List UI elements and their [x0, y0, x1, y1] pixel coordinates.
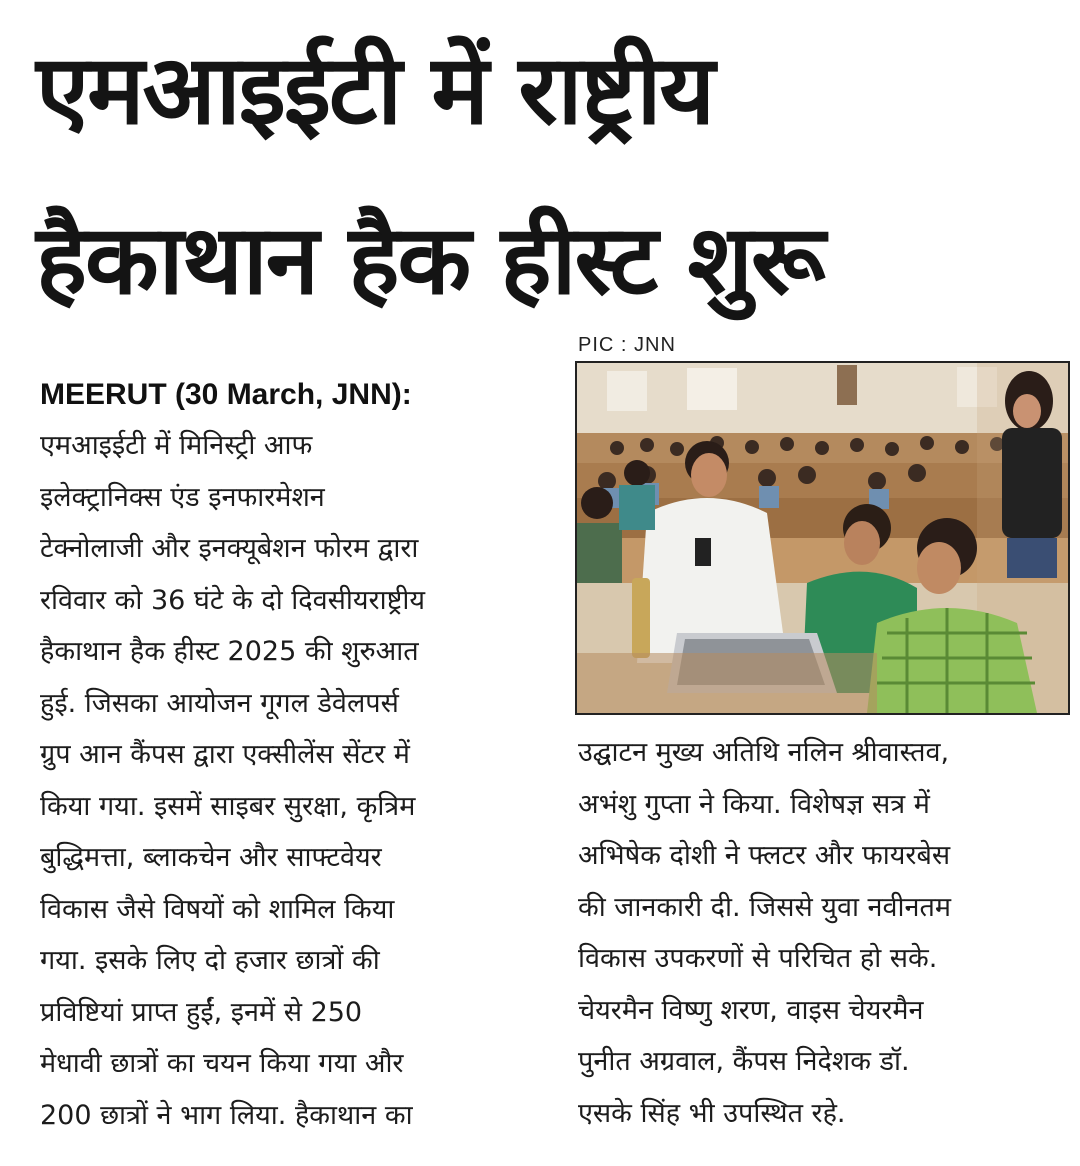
article-line: हैकाथान हैक हीस्ट 2025 की शुरुआत: [40, 636, 419, 667]
article-line: प्रविष्टियां प्राप्त हुईं, इनमें से 250: [40, 996, 363, 1028]
photo-credit: PIC : JNN: [578, 334, 676, 356]
article-line: गया. इसके लिए दो हजार छात्रों की: [40, 945, 380, 976]
article-line: रविवार को 36 घंटे के दो दिवसीयराष्ट्रीय: [40, 584, 426, 616]
article-line: उद्घाटन मुख्य अतिथि नलिन श्रीवास्तव,: [578, 737, 950, 768]
article-line: चेयरमैन विष्णु शरण, वाइस चेयरमैन: [578, 994, 924, 1026]
news-photo: [575, 361, 1070, 715]
article-line: बुद्धिमत्ता, ब्लाकचेन और साफ्टवेयर: [40, 842, 382, 873]
article-line: मेधावी छात्रों का चयन किया गया और: [40, 1048, 404, 1079]
article-column-left: [40, 420, 532, 1141]
article-line: हुई. जिसका आयोजन गूगल डेवेलपर्स: [40, 687, 399, 719]
headline-line-1: एमआइईटी में राष्ट्रीय: [36, 34, 714, 146]
article-line: टेक्नोलाजी और इनक्यूबेशन फोरम द्वारा: [40, 533, 419, 564]
article-line: पुनीत अग्रवाल, कैंपस निदेशक डॉ.: [578, 1046, 910, 1077]
article-line: एमआइईटी में मिनिस्ट्री आफ: [40, 430, 313, 461]
article-line: विकास उपकरणों से परिचित हो सके.: [578, 943, 938, 974]
article-line: ग्रुप आन कैंपस द्वारा एक्सीलेंस सेंटर में: [40, 739, 410, 770]
article-line: 200 छात्रों ने भाग लिया. हैकाथान का: [40, 1099, 413, 1131]
article-line: अभंशु गुप्ता ने किया. विशेषज्ञ सत्र में: [578, 788, 930, 820]
dateline: MEERUT (30 March, JNN):: [40, 378, 412, 411]
article-line: किया गया. इसमें साइबर सुरक्षा, कृत्रिम: [40, 790, 416, 822]
article-line: इलेक्ट्रानिक्स एंड इनफारमेशन: [40, 481, 325, 513]
article-line: एसके सिंह भी उपस्थित रहे.: [578, 1097, 846, 1129]
article-line: अभिषेक दोशी ने फ्लटर और फायरबेस: [578, 840, 951, 871]
article-line: विकास जैसे विषयों को शामिल किया: [40, 893, 395, 925]
article-column-right: [578, 727, 1070, 1139]
article-line: की जानकारी दी. जिससे युवा नवीनतम: [578, 891, 952, 923]
headline-line-2: हैकाथान हैक हीस्ट शुरू: [36, 204, 824, 316]
